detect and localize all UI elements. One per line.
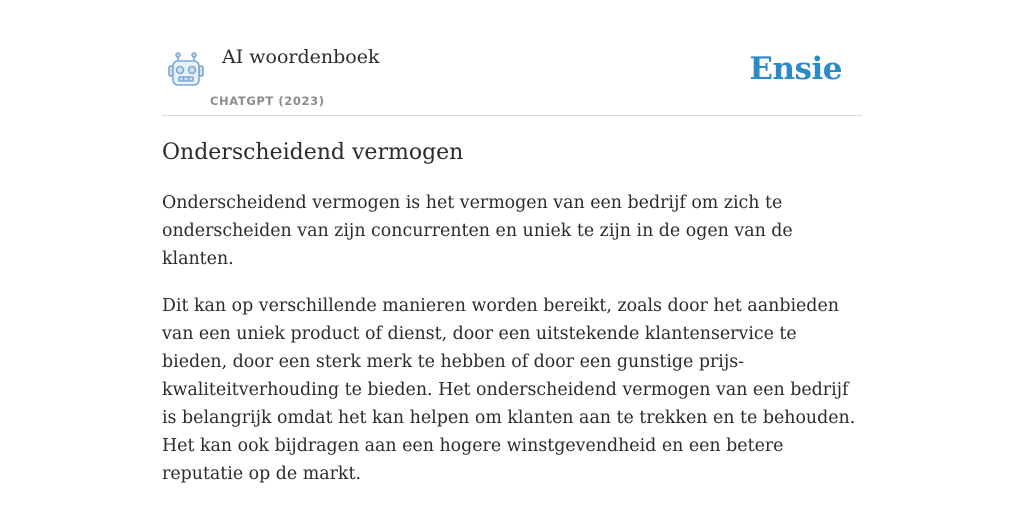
definition-paragraph: Dit kan op verschillende manieren worden bereikt, zoals door het aanbieden van een uniek product of dienst, door een uitstekende klantenservice te bieden, door een sterk merk te hebben of door een gunstige prijs-kwaliteitverhouding te bieden. Het onderscheidend vermogen van een bedrijf is belangrijk omdat het kan helpen om klanten aan te trekken en te behouden. Het kan ook bijdragen aan een hogere winstgevendheid en een betere reputatie op de markt. <box>162 296 856 484</box>
source-name: AI woordenboek <box>222 46 380 68</box>
robot-icon <box>166 52 206 90</box>
definition-card <box>162 36 862 488</box>
ensie-logo[interactable]: Ensie <box>749 51 842 87</box>
source-meta: CHATGPT (2023) <box>210 94 325 108</box>
entry-term: Onderscheidend vermogen <box>162 140 464 165</box>
definition-paragraph: Onderscheidend vermogen is het vermogen van een bedrijf om zich te onderscheiden van zijn concurrenten en uniek te zijn in de ogen van de klanten. <box>162 193 793 269</box>
entry-header <box>162 36 862 116</box>
